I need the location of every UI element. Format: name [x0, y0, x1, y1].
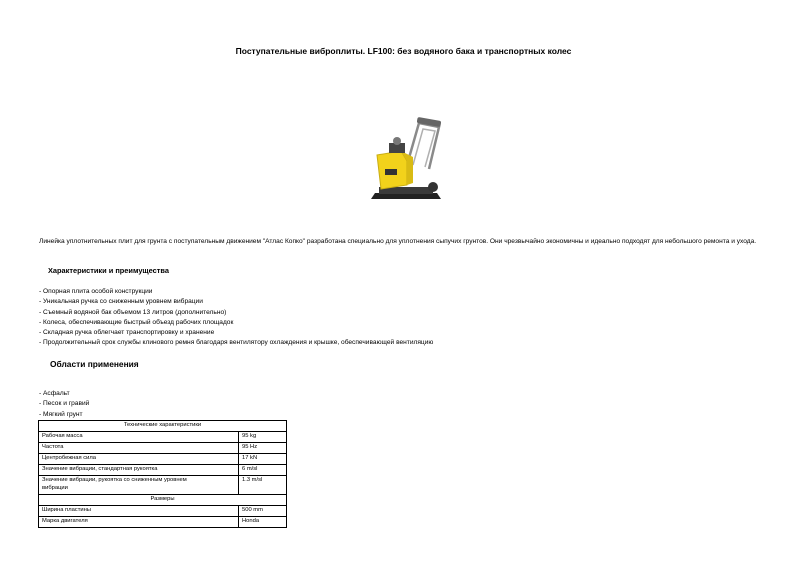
list-item: - Уникальная ручка со сниженным уровнем вибрации [39, 298, 203, 306]
spec-label: Ширина пластины [39, 506, 239, 517]
list-item: - Колеса, обеспечивающие быстрый объезд рабочих площадок [39, 318, 234, 326]
table-row [39, 454, 287, 465]
spec-value: 95 Hz [239, 443, 287, 454]
spec-label: Значение вибрации, стандартная рукоятка [39, 465, 239, 476]
spec-value: Honda [239, 517, 287, 528]
intro-paragraph: Линейка уплотнительных плит для грунта с поступательным движением "Атлас Копко" разработана специально для уплотнения сыпучих грунтов. Они чрезвычайно экономичны и идеально подходят для небольшого ремонта и ухода. [39, 238, 757, 245]
spec-value: 500 mm [239, 506, 287, 517]
list-item: - Съемный водяной бак объемом 13 литров (дополнительно) [39, 308, 227, 316]
list-item: - Асфальт [39, 390, 70, 397]
spec-label: Марка двигателя [39, 517, 239, 528]
list-item: - Песок и гравий [39, 400, 90, 408]
table-row [39, 517, 287, 528]
table-row [39, 476, 287, 495]
spec-label: Рабочая масса [39, 432, 239, 443]
table-row [39, 465, 287, 476]
list-item: - Продолжительный срок службы клинового ремня благодаря вентилятору охлаждения и крышке, обеспечивающей вентиляцию [39, 339, 434, 347]
spec-label: Центробежная сила [39, 454, 239, 465]
specs-section-header: Размеры [39, 495, 287, 506]
specs-table [38, 420, 287, 528]
list-item: - Складная ручка облегчает транспортировку и хранение [39, 329, 215, 337]
spec-value: 6 m/sl [239, 465, 287, 476]
spec-label: Значение вибрации, рукоятка со сниженным уровнем вибрации [39, 476, 239, 495]
list-item: - Опорная плита особой конструкции [39, 288, 153, 295]
applications-list [39, 389, 89, 420]
specs-section-header: Технические характеристики [39, 421, 287, 432]
spec-value: 1.3 m/sl [239, 476, 287, 495]
spec-label: Частота [39, 443, 239, 454]
applications-heading: Области применения [50, 359, 139, 369]
table-row [39, 432, 287, 443]
spec-value: 17 kN [239, 454, 287, 465]
spec-value: 95 kg [239, 432, 287, 443]
plate-compactor-image [367, 113, 451, 205]
features-list [39, 287, 433, 349]
table-row [39, 506, 287, 517]
page-title: Поступательные виброплиты. LF100: без водяного бака и транспортных колес [235, 46, 572, 56]
features-heading: Характеристики и преимущества [48, 266, 169, 275]
table-row [39, 443, 287, 454]
list-item: - Мягкий грунт [39, 410, 83, 418]
